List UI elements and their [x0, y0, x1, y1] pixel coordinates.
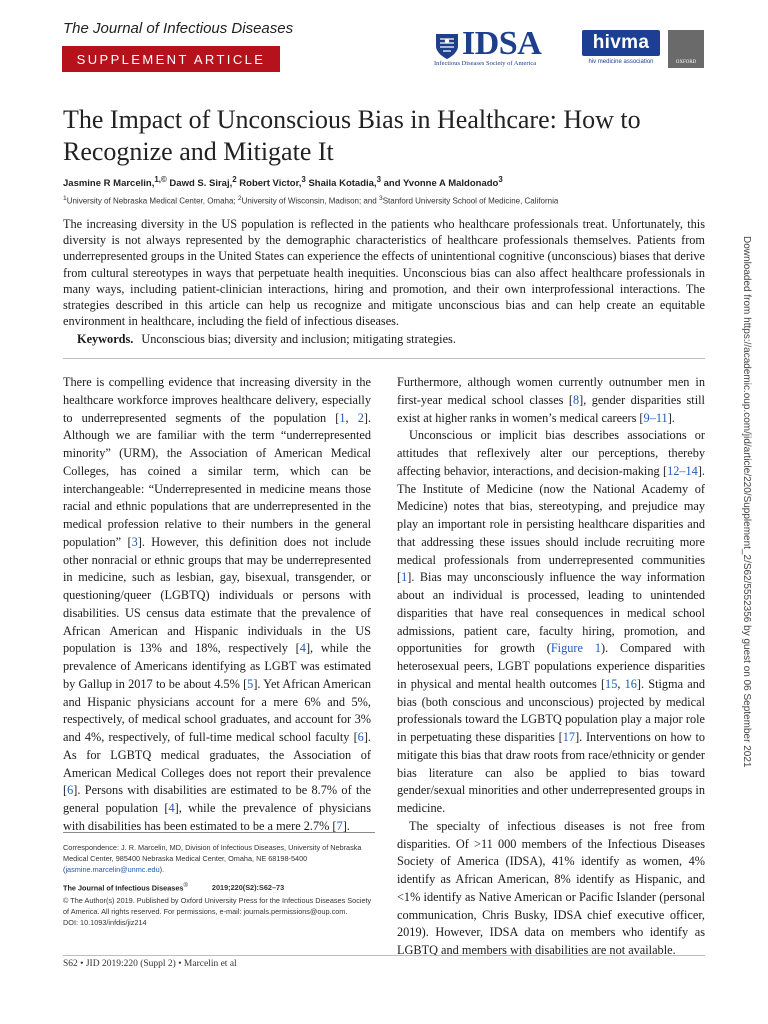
- reference-link[interactable]: 6: [357, 730, 364, 744]
- text-run: ]. Bias may unconsciously influence the way information about an individual is processed, leading to unintended disparities that have real consequences in medical school admissions, patient care, faculty hiring, promotion, and opportunities for growth (: [397, 570, 705, 656]
- reference-link[interactable]: 8: [572, 392, 580, 407]
- abstract-text: The increasing diversity in the US population is reflected in the patients who healthcare professionals treat. Unfortunately, this diversity is not always represented by the demographic characteristics of healthcare professionals themselves. Patients from underrepresented groups in the United States can experience the effects of unintentional cognitive (unconscious) biases that derive from cultural stereotypes in ways that perpetuate health inequities. Unconscious bias can also affect healthcare professionals in many ways, including patient-clinician interactions, hiring and promotion, and their own interprofessional interactions. The strategies described in this article can help us recognize and mitigate unconscious bias and can help create an equitable environment in healthcare, including the field of infectious diseases.: [63, 217, 705, 329]
- abstract: [63, 216, 705, 359]
- copyright: © The Author(s) 2019. Published by Oxford University Press for the Infectious Diseases Society of America. All rights reserved. For permissions, e-mail: journals.permissions@oup.com.: [63, 896, 372, 917]
- author-name: Jasmine R Marcelin,: [63, 178, 155, 190]
- reference-link[interactable]: 16: [624, 676, 637, 691]
- author-name: Dawd S. Siraj,: [166, 178, 233, 190]
- body-paragraph: [397, 818, 705, 960]
- affiliation-list: [63, 195, 703, 206]
- body-column-left: [63, 374, 371, 836]
- reference-link[interactable]: 9–11: [643, 410, 668, 425]
- doi: DOI: 10.1093/infdis/jiz214: [63, 918, 147, 928]
- affiliation-text: University of Nebraska Medical Center, Omaha;: [66, 196, 238, 206]
- affiliation-mark: 3: [378, 195, 383, 202]
- body-paragraph: [397, 374, 705, 427]
- text-run: There is compelling evidence that increasing diversity in the healthcare workforce improves healthcare delivery, especially to underrepresented segments of the population [: [63, 375, 371, 425]
- idsa-shield-icon: [434, 32, 460, 60]
- author-affiliation-mark: 3: [376, 175, 381, 184]
- author-list: [63, 175, 703, 189]
- reference-link[interactable]: 4: [168, 801, 175, 815]
- text-run: ]. As for LGBTQ medical graduates, the Association of American Medical Colleges does not report their prevalence [: [63, 730, 371, 798]
- text-run: Furthermore, although women currently outnumber men in first-year medical school classes [: [397, 375, 705, 407]
- text-run: ].: [667, 410, 675, 425]
- idsa-wordmark: IDSA: [462, 25, 542, 62]
- reference-link[interactable]: 15: [605, 676, 618, 691]
- reference-link[interactable]: 1: [339, 410, 346, 425]
- text-run: The specialty of infectious diseases is not free from disparities. Of >11 000 members of the Infectious Diseases Society of America (IDSA), 41% identify as women, 4% identify as African American, 8% identify as Hispanic, and <1% identify as Native American or Pacific Islander (personal communication, Chris Busky, IDSA chief executive officer, 2019). However, IDSA data on members who identify as LGBTQ and members with disabilities are not available.: [397, 818, 705, 957]
- footnote-journal: The Journal of Infectious Diseases: [63, 883, 184, 893]
- reference-link[interactable]: 4: [299, 641, 306, 656]
- keywords-text: Unconscious bias; diversity and inclusion; mitigating strategies.: [141, 332, 456, 347]
- correspondence: [63, 842, 375, 875]
- author-affiliation-mark: 3: [498, 175, 503, 184]
- text-run: ].: [342, 818, 350, 833]
- text-run: ).: [159, 865, 165, 874]
- footnote-journal-mark: ®: [183, 882, 188, 889]
- author-affiliation-mark: 2: [232, 175, 237, 184]
- reference-link[interactable]: 2: [357, 410, 364, 425]
- text-run: ). Compared with heterosexual peers, LGBT populations experience disparities in physical and mental health outcomes [: [397, 641, 705, 691]
- author-name: Shaila Kotadia,: [305, 178, 377, 190]
- reference-link[interactable]: 6: [67, 783, 74, 798]
- journal-citation: [63, 880, 375, 893]
- text-run: ,: [345, 410, 358, 425]
- author-affiliation-mark: 1,©: [154, 175, 167, 184]
- affiliation-mark: 2: [237, 195, 242, 202]
- article-type-banner: SUPPLEMENT ARTICLE: [62, 46, 280, 72]
- affiliation-text: University of Wisconsin, Madison; and: [241, 196, 379, 206]
- text-run: ]. Although we are familiar with the term “underrepresented minority” (URM), the Association of American Medical Colleges, has coined a similar term, which can be interchangeable: “Underrepresented in medicine means those racial and ethnic populations that are underrepresented in the medical profession relative to their numbers in the general population” [: [63, 410, 372, 549]
- article-title: The Impact of Unconscious Bias in Healthcare: How to Recognize and Mitigate It: [63, 105, 641, 166]
- body-paragraph: [63, 374, 371, 836]
- affiliation-text: Stanford University School of Medicine, California: [382, 196, 559, 206]
- text-run: ], while the prevalence of Americans identifying as LGBT was estimated by Gallup in 2017 to be about 4.5% [: [63, 641, 371, 691]
- author-affiliation-mark: 3: [301, 175, 306, 184]
- reference-link[interactable]: 5: [247, 676, 254, 691]
- journal-name: The Journal of Infectious Diseases: [63, 20, 294, 37]
- footnote-citation: 2019;220(S2):S62–73: [211, 883, 285, 893]
- page-footer: S62 • JID 2019:220 (Suppl 2) • Marcelin et al: [63, 955, 705, 969]
- idsa-subtitle: Infectious Diseases Society of America: [434, 60, 537, 67]
- reference-link[interactable]: 3: [131, 534, 138, 549]
- reference-link[interactable]: Figure 1: [550, 641, 601, 656]
- reference-link[interactable]: 1: [401, 570, 408, 585]
- text-run: Unconscious or implicit bias describes associations or attitudes that reflexively alter our perceptions, thereby affecting behavior, interactions, and decision-making [: [397, 428, 705, 478]
- idsa-logo: [434, 25, 574, 70]
- text-run: ], gender disparities still exist at higher ranks in women’s medical careers [: [397, 392, 705, 425]
- text-run: ]. Yet African American and Hispanic physicians account for a mere 6% and 5%, respectively, of medical school graduates, and account for 3% and 4%, respectively, of full-time medical school faculty [: [63, 676, 372, 744]
- text-run: Correspondence: J. R. Marcelin, MD, Division of Infectious Diseases, University of Nebraska Medical Center, 985400 Nebraska Medical Center, Omaha, NE 68198-5400 (: [63, 843, 362, 874]
- text-run: ]. Interventions on how to mitigate this bias that draw roots from race/ethnicity or gender bias literature can also be applied to bias toward gender/sexual minorities and other underrepresented groups in medicine.: [397, 730, 706, 815]
- hivma-logo: [582, 30, 660, 70]
- affiliation-mark: 1: [63, 195, 67, 202]
- body-column-right: [397, 374, 705, 960]
- footnote: [63, 832, 375, 933]
- reference-link[interactable]: 7: [336, 818, 343, 833]
- reference-link[interactable]: 12–14: [667, 463, 698, 478]
- text-run: ]. Stigma and bias (both conscious and unconscious) projected by medical professionals toward the LGBTQ population play a major role in perpetuating these disparities [: [397, 676, 705, 744]
- text-run: ]. The Institute of Medicine (now the National Academy of Medicine) notes that bias, stereotyping, and prejudice may play an important role in persisting healthcare disparities and that addressing these issues should include recruiting more medical professionals from underrepresented communities [: [397, 463, 705, 585]
- text-run: ]. However, this definition does not include other nonracial or ethnic groups that may be underrepresented in medicine, such as lesbian, gay, bisexual, transgender, or questioning/queer (LGBTQ) individuals or persons with disabilities. US census data estimate that the prevalence of African American and Hispanic individuals in the US population is 13% and 18%, respectively [: [63, 534, 371, 656]
- reference-link[interactable]: jasmine.marcelin@unmc.edu: [65, 865, 160, 874]
- hivma-wordmark: hivma: [582, 30, 660, 56]
- body-paragraph: [397, 427, 705, 818]
- text-run: ], while the prevalence of physicians with disabilities has been estimated to be a mere 2.7% [: [63, 801, 371, 833]
- oxford-logo: OXFORD: [668, 30, 704, 68]
- author-name: Robert Victor,: [236, 178, 302, 190]
- author-name: and Yvonne A Maldonado: [380, 178, 499, 190]
- download-watermark: Downloaded from https://academic.oup.com/jid/article/220/Supplement_2/S62/5552356 by guest on 06 September 2021: [741, 236, 752, 768]
- keywords: [63, 331, 705, 347]
- reference-link[interactable]: 17: [562, 730, 576, 744]
- hivma-subtitle: hiv medicine association: [588, 59, 654, 65]
- keywords-label: Keywords.: [77, 332, 134, 347]
- text-run: ,: [617, 676, 625, 691]
- text-run: ]. Persons with disabilities are estimated to be 8.7% of the general population [: [63, 783, 371, 815]
